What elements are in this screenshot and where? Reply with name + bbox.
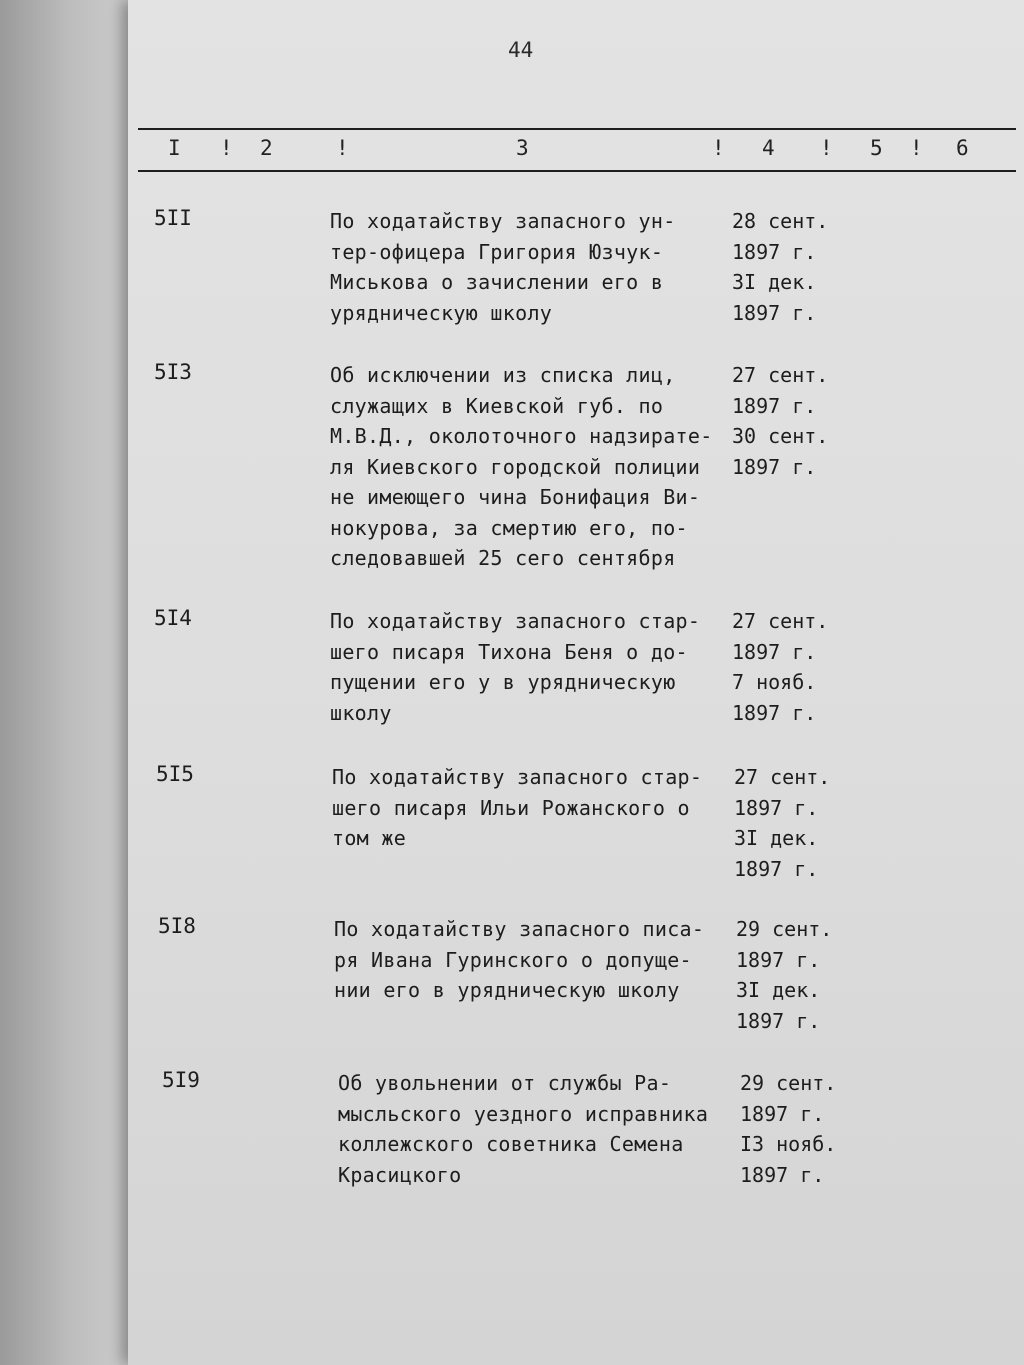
description-line: мысльского уездного исправника (338, 1101, 709, 1126)
start-year: 1897 г. (740, 1101, 825, 1126)
header-col-6: 6 (956, 136, 969, 160)
end-date: 3I дек. (734, 826, 819, 850)
entry-number: 5I3 (154, 360, 192, 384)
description-line: Об исключении из списка лиц, (330, 363, 676, 387)
book-spine-shadow (0, 0, 140, 1365)
end-date: 3I дек. (732, 270, 817, 294)
header-col-5: 5 (870, 136, 883, 160)
description-line: нии его в урядническую школу (334, 978, 680, 1002)
table-header-bottom-rule (138, 170, 1016, 172)
description-line: Об увольнении от службы Ра- (338, 1071, 672, 1095)
description-line: По ходатайству запасного писа- (334, 917, 705, 941)
header-separator: ! (220, 136, 233, 160)
description-line: пущении его у в урядническую (330, 670, 676, 694)
entry-number: 5I5 (156, 762, 194, 786)
end-year: 1897 г. (734, 856, 819, 881)
start-date: 27 сент. (734, 765, 831, 789)
end-year: 1897 г. (732, 300, 817, 325)
end-date: 30 сент. (732, 424, 829, 448)
start-date: 27 сент. (732, 363, 829, 387)
start-year: 1897 г. (732, 639, 817, 664)
start-year: 1897 г. (732, 239, 817, 264)
end-date: 3I дек. (736, 978, 821, 1002)
description-line: тер-офицера Григория Юзчук- (330, 239, 664, 264)
entry-description (330, 606, 730, 728)
page-number: 44 (508, 38, 534, 62)
description-line: урядническую школу (330, 300, 553, 325)
start-year: 1897 г. (736, 947, 821, 972)
entry-number: 5I8 (158, 914, 196, 938)
end-year: 1897 г. (736, 1008, 821, 1033)
entry-dates (732, 206, 828, 328)
description-line: шего писаря Тихона Беня о до- (330, 639, 688, 664)
header-separator: ! (820, 136, 833, 160)
description-line: Красицкого (338, 1162, 462, 1187)
start-date: 29 сент. (736, 917, 833, 941)
entry-description (338, 1068, 738, 1190)
entry-number: 5I4 (154, 606, 192, 630)
description-line: М.В.Д., околоточного надзирате- (330, 424, 713, 448)
header-separator: ! (910, 136, 923, 160)
header-col-2: 2 (260, 136, 273, 160)
description-line: служащих в Киевской губ. по (330, 393, 664, 418)
start-year: 1897 г. (732, 393, 817, 418)
end-year: 1897 г. (732, 700, 817, 725)
header-col-1: I (168, 136, 181, 160)
header-col-4: 4 (762, 136, 775, 160)
entry-dates (732, 360, 828, 482)
start-date: 28 сент. (732, 209, 829, 233)
description-line: школу (330, 700, 392, 725)
end-date: 7 нояб. (732, 670, 817, 694)
description-line: не имеющего чина Бонифация Ви- (330, 485, 701, 509)
description-line: том же (332, 826, 407, 850)
entry-description (334, 914, 734, 1006)
entry-dates (732, 606, 828, 728)
description-line: следовавшей 25 сего сентября (330, 546, 676, 570)
entry-description (330, 206, 730, 328)
description-line: По ходатайству запасного стар- (332, 765, 703, 789)
header-col-3: 3 (516, 136, 529, 160)
table-header-top-rule (138, 128, 1016, 130)
entry-description (330, 360, 730, 574)
description-line: нокурова, за смертию его, по- (330, 515, 688, 540)
description-line: ря Ивана Гуринского о допуще- (334, 947, 692, 972)
entry-description (332, 762, 732, 854)
end-date: I3 нояб. (740, 1132, 837, 1156)
entry-number: 5II (154, 206, 192, 230)
description-line: ля Киевского городской полиции (330, 454, 701, 479)
header-separator: ! (336, 136, 349, 160)
start-date: 29 сент. (740, 1071, 837, 1095)
entry-dates (734, 762, 830, 884)
document-page (128, 0, 1024, 1365)
start-year: 1897 г. (734, 795, 819, 820)
description-line: По ходатайству запасного стар- (330, 609, 701, 633)
description-line: По ходатайству запасного ун- (330, 209, 676, 233)
start-date: 27 сент. (732, 609, 829, 633)
entry-number: 5I9 (162, 1068, 200, 1092)
end-year: 1897 г. (740, 1162, 825, 1187)
entry-dates (736, 914, 832, 1036)
description-line: коллежского советника Семена (338, 1132, 684, 1156)
entry-dates (740, 1068, 836, 1190)
header-separator: ! (712, 136, 725, 160)
description-line: Миськова о зачислении его в (330, 270, 664, 294)
end-year: 1897 г. (732, 454, 817, 479)
description-line: шего писаря Ильи Рожанского о (332, 795, 690, 820)
